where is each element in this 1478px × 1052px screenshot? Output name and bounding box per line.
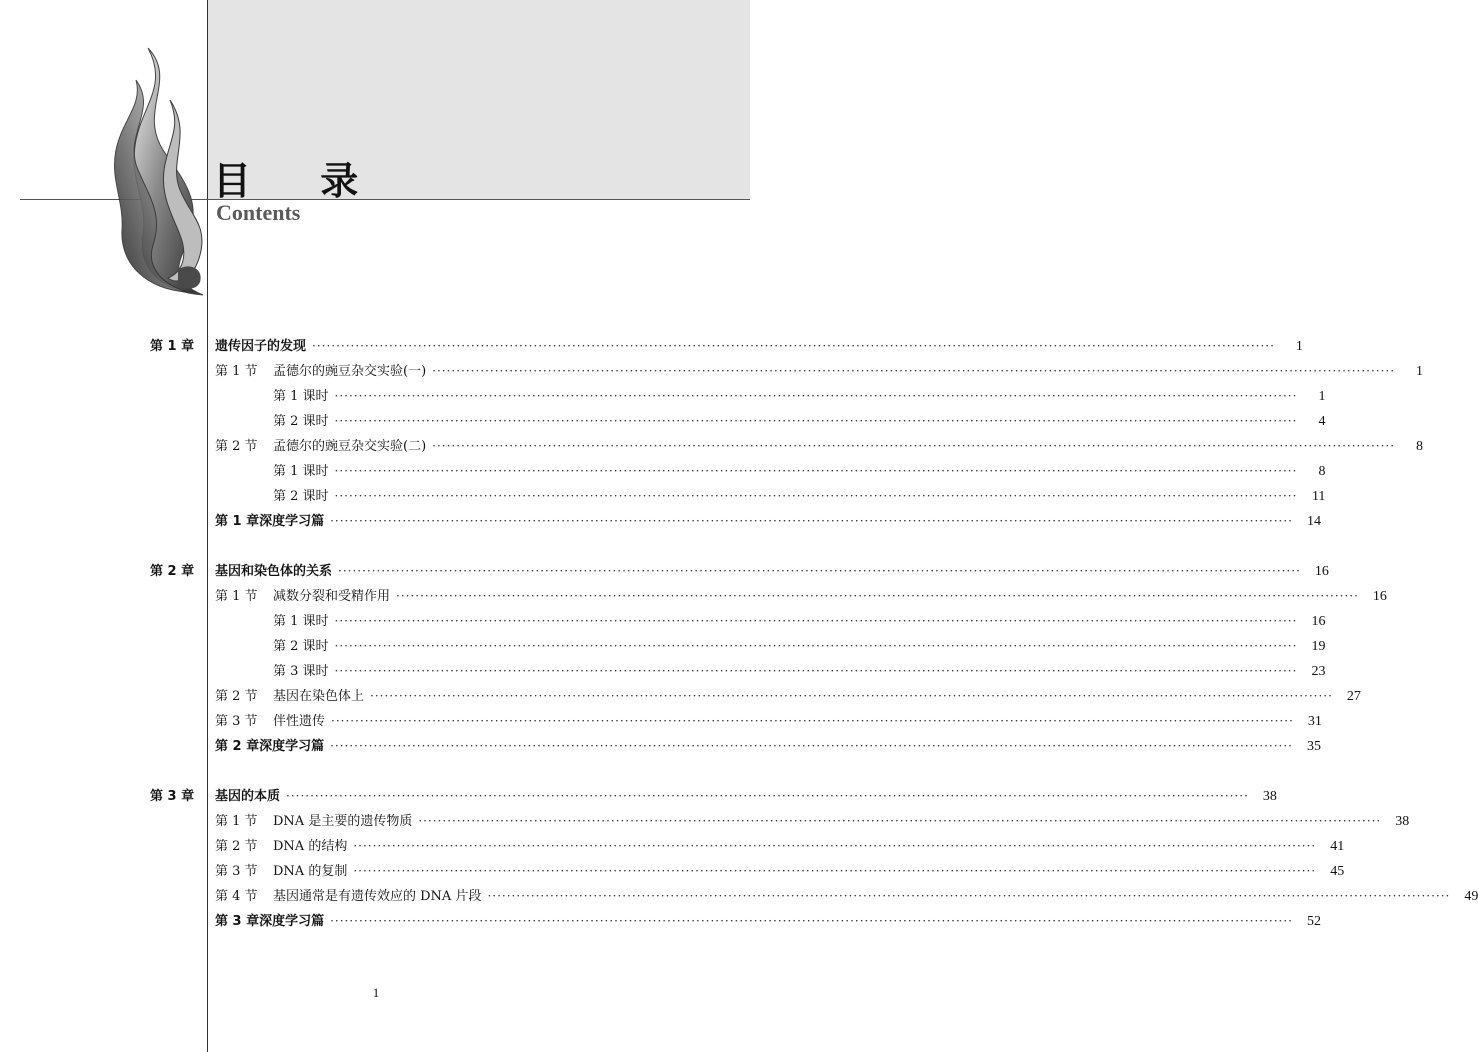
toc-title: 第 2 章深度学习篇 xyxy=(215,739,325,754)
toc-title: 减数分裂和受精作用 xyxy=(273,589,391,604)
toc-entry[interactable] xyxy=(0,709,1322,734)
dot-leader: ········································································································································································································ xyxy=(432,364,1396,378)
toc-entry[interactable] xyxy=(0,359,1424,384)
toc-entry[interactable] xyxy=(0,609,1326,634)
toc-entry[interactable] xyxy=(0,584,1387,609)
toc-page-number: 38 xyxy=(1262,789,1277,804)
dot-leader: ········································································································································································································ xyxy=(331,714,1294,728)
dot-leader: ········································································································································································································ xyxy=(353,839,1317,853)
chapter-label: 第 3 章 xyxy=(150,789,195,804)
section-label: 第 2 节 xyxy=(215,689,258,704)
toc-title: 伴性遗传 xyxy=(273,714,326,729)
toc-title: 第 1 章深度学习篇 xyxy=(215,514,325,529)
page-subtitle: Contents xyxy=(216,200,301,225)
toc-entry[interactable] xyxy=(0,659,1326,684)
toc-page-number: 16 xyxy=(1372,589,1387,604)
chapter-label: 第 1 章 xyxy=(150,339,195,354)
toc-entry[interactable] xyxy=(0,834,1345,859)
section-label: 第 1 节 xyxy=(215,364,258,379)
toc-entry[interactable] xyxy=(0,484,1326,509)
dot-leader: ········································································································································································································ xyxy=(334,489,1298,503)
toc-title: DNA 的复制 xyxy=(273,864,348,879)
toc-page-number: 38 xyxy=(1395,814,1410,829)
chapter-label: 第 2 章 xyxy=(150,564,195,579)
toc-title: DNA 的结构 xyxy=(273,839,348,854)
toc-page-number: 41 xyxy=(1330,839,1345,854)
toc-page-number: 19 xyxy=(1311,639,1326,654)
section-label: 第 2 节 xyxy=(215,839,258,854)
dot-leader: ········································································································································································································ xyxy=(312,339,1275,353)
toc-page-number: 16 xyxy=(1314,564,1329,579)
toc-entry[interactable] xyxy=(0,384,1326,409)
toc-page-number: 4 xyxy=(1318,414,1326,429)
toc-title: 第 3 章深度学习篇 xyxy=(215,914,325,929)
section-label: 第 2 节 xyxy=(215,439,258,454)
toc-title: 孟德尔的豌豆杂交实验(一) xyxy=(273,364,427,379)
toc-entry[interactable] xyxy=(0,859,1345,884)
toc-title: 第 2 课时 xyxy=(273,639,329,654)
toc-entry[interactable] xyxy=(0,434,1424,459)
toc-title: 第 1 课时 xyxy=(273,464,329,479)
toc-page-number: 23 xyxy=(1311,664,1326,679)
toc-title: DNA 是主要的遗传物质 xyxy=(273,814,413,829)
dot-leader: ········································································································································································································ xyxy=(334,664,1298,678)
toc-title: 基因和染色体的关系 xyxy=(215,564,333,579)
toc-page-number: 35 xyxy=(1307,739,1321,754)
dot-leader: ········································································································································································································ xyxy=(334,414,1298,428)
dot-leader: ········································································································································································································ xyxy=(334,389,1298,403)
toc-entry[interactable] xyxy=(0,334,1303,359)
dot-leader: ········································································································································································································ xyxy=(338,564,1301,578)
toc-entry[interactable] xyxy=(0,634,1326,659)
dot-leader: ········································································································································································································ xyxy=(334,614,1298,628)
section-label: 第 1 节 xyxy=(215,814,258,829)
page-number: 1 xyxy=(372,985,380,1000)
dot-leader: ········································································································································································································ xyxy=(334,639,1298,653)
toc-title: 第 2 课时 xyxy=(273,414,329,429)
dot-leader: ········································································································································································································ xyxy=(487,889,1451,903)
toc-entry[interactable] xyxy=(0,884,1478,909)
dot-leader: ········································································································································································································ xyxy=(330,514,1293,528)
toc-page-number: 14 xyxy=(1307,514,1321,529)
dot-leader: ········································································································································································································ xyxy=(334,464,1298,478)
toc-page-number: 1 xyxy=(1318,389,1326,404)
toc-entry[interactable] xyxy=(0,784,1277,809)
dot-leader: ········································································································································································································ xyxy=(370,689,1333,703)
toc-entry[interactable] xyxy=(0,809,1410,834)
toc-title: 基因的本质 xyxy=(215,789,281,804)
toc-page-number: 8 xyxy=(1318,464,1326,479)
toc-title: 基因通常是有遗传效应的 DNA 片段 xyxy=(273,889,482,904)
toc-title: 第 1 课时 xyxy=(273,614,329,629)
toc-page-number: 27 xyxy=(1346,689,1361,704)
toc-entry[interactable] xyxy=(0,459,1326,484)
toc-page-number: 1 xyxy=(1416,364,1424,379)
toc-page-number: 8 xyxy=(1416,439,1424,454)
dot-leader: ········································································································································································································ xyxy=(418,814,1382,828)
dot-leader: ········································································································································································································ xyxy=(330,914,1293,928)
toc-entry[interactable] xyxy=(0,734,1321,759)
toc-entry[interactable] xyxy=(0,409,1326,434)
toc-entry[interactable] xyxy=(0,509,1321,534)
toc-title: 第 2 课时 xyxy=(273,489,329,504)
dot-leader: ········································································································································································································ xyxy=(432,439,1396,453)
toc-title: 遗传因子的发现 xyxy=(215,339,307,354)
toc-entry[interactable] xyxy=(0,559,1329,584)
toc-page-number: 31 xyxy=(1307,714,1322,729)
section-label: 第 1 节 xyxy=(215,589,258,604)
section-label: 第 4 节 xyxy=(215,889,258,904)
dot-leader: ········································································································································································································ xyxy=(396,589,1359,603)
toc-title: 第 3 课时 xyxy=(273,664,329,679)
toc-page-number: 45 xyxy=(1330,864,1345,879)
dot-leader: ········································································································································································································ xyxy=(330,739,1293,753)
toc-page-number: 52 xyxy=(1307,914,1321,929)
toc-title: 基因在染色体上 xyxy=(273,689,365,704)
toc-page-number: 1 xyxy=(1295,339,1303,354)
section-label: 第 3 节 xyxy=(215,714,258,729)
flame-icon xyxy=(108,40,218,302)
toc-title: 孟德尔的豌豆杂交实验(二) xyxy=(273,439,427,454)
page-title: 目 录 xyxy=(213,159,387,203)
dot-leader: ········································································································································································································ xyxy=(286,789,1249,803)
toc-title: 第 1 课时 xyxy=(273,389,329,404)
toc-entry[interactable] xyxy=(0,909,1321,934)
dot-leader: ········································································································································································································ xyxy=(353,864,1317,878)
toc-page-number: 49 xyxy=(1464,889,1478,904)
toc-page-number: 16 xyxy=(1311,614,1326,629)
toc-page-number: 11 xyxy=(1311,489,1326,504)
section-label: 第 3 节 xyxy=(215,864,258,879)
toc-entry[interactable] xyxy=(0,684,1361,709)
